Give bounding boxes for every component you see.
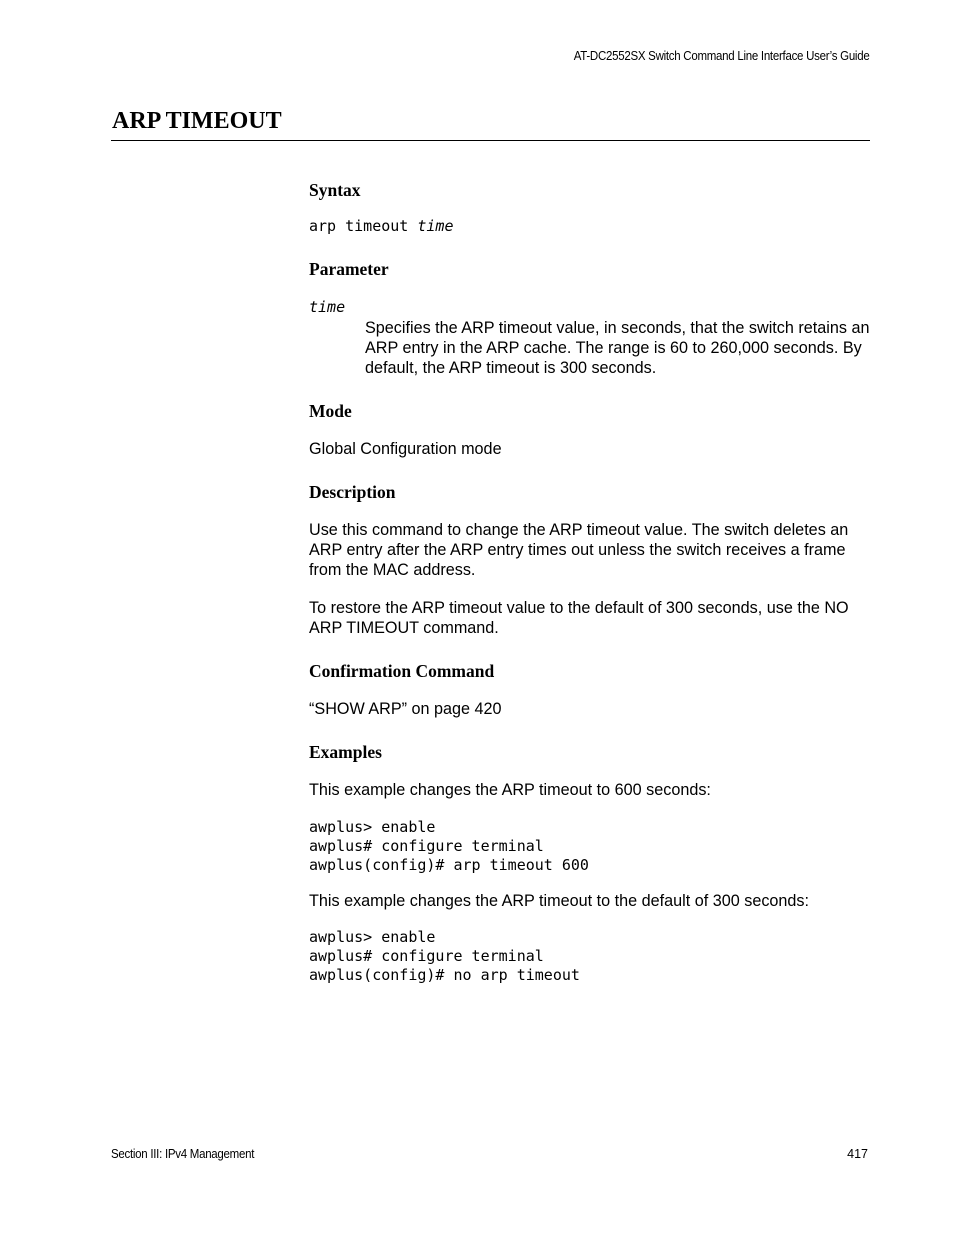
page-title: ARP TIMEOUT <box>112 108 282 134</box>
confirmation-heading: Confirmation Command <box>309 661 495 681</box>
example-2-intro: This example changes the ARP timeout to the default of 300 seconds: <box>309 892 810 910</box>
syntax-command-text: arp timeout <box>309 217 418 235</box>
parameter-definition: Specifies the ARP timeout value, in seconds, that the switch retains an ARP entry in the ARP cache. The range is 60 to 260,000 seconds. By default, the ARP timeout is 300 seconds. <box>365 319 870 377</box>
description-paragraph-1: Use this command to change the ARP timeout value. The switch deletes an ARP entry after the ARP entry times out unless the switch receives a frame from the MAC address. <box>309 521 849 579</box>
title-rule <box>111 140 870 141</box>
confirmation-link[interactable]: “SHOW ARP” on page 420 <box>309 700 502 718</box>
example-1-code: awplus> enable awplus# configure terminal awplus(config)# arp timeout 600 <box>309 818 589 874</box>
examples-heading: Examples <box>309 742 382 762</box>
example-2-code: awplus> enable awplus# configure terminal awplus(config)# no arp timeout <box>309 928 580 984</box>
mode-heading: Mode <box>309 401 352 421</box>
parameter-heading: Parameter <box>309 259 389 279</box>
example-1-intro: This example changes the ARP timeout to 600 seconds: <box>309 781 711 799</box>
description-paragraph-2: To restore the ARP timeout value to the default of 300 seconds, use the NO ARP TIMEOUT command. <box>309 599 849 637</box>
footer-section: Section III: IPv4 Management <box>111 1147 255 1161</box>
parameter-name: time <box>309 298 346 316</box>
footer-page-number: 417 <box>847 1147 868 1161</box>
mode-text: Global Configuration mode <box>309 440 502 458</box>
syntax-heading: Syntax <box>309 180 361 200</box>
description-heading: Description <box>309 482 396 502</box>
syntax-argument: time <box>417 217 454 235</box>
running-header: AT-DC2552SX Switch Command Line Interface User’s Guide <box>573 49 869 63</box>
syntax-command <box>309 217 454 236</box>
